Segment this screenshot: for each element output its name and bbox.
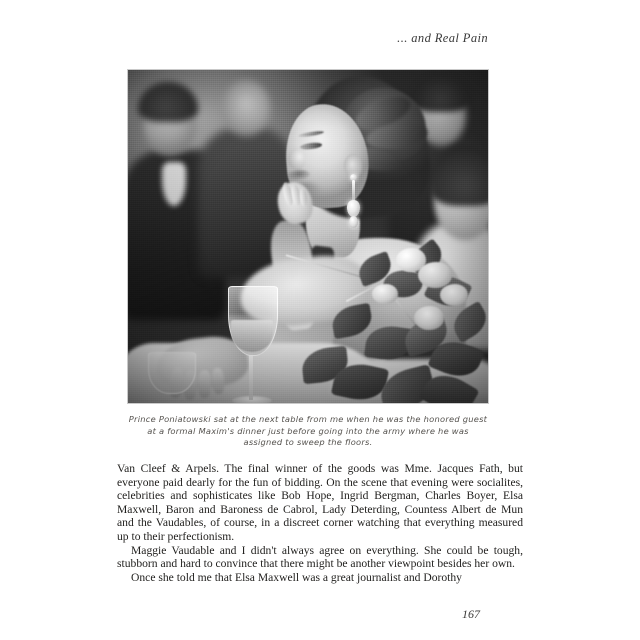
woman-earring-chain [352, 180, 355, 202]
page-number: 167 [462, 607, 480, 621]
body-paragraph: Maggie Vaudable and I didn't always agree on everything. She could be tough, stubborn and hard to convince that there might be another viewpoint besides her own. [117, 543, 523, 571]
second-glass [148, 352, 196, 394]
foreground-hand-finger [198, 370, 211, 398]
wine-glass-stem [249, 352, 253, 400]
photograph-image [128, 70, 488, 403]
photo-caption [128, 414, 488, 449]
woman-nose [288, 148, 304, 170]
foliage-flower [414, 306, 444, 330]
body-paragraph: Van Cleef & Arpels. The final winner of the goods was Mme. Jacques Fath, but everyone paid dearly for the fun of bidding. On the scene that evening were socialites, celebrities and sophisticates like Bob Hope, Ingrid Bergman, Charles Boyer, Elsa Maxwell, Baron and Baroness de Cabrol, Lady Deterding, Countess Albert de Mun and the Vaudables, of course, in a discreet corner watching that everything measured up to their perfectionism. [117, 462, 523, 543]
foliage-flower [440, 284, 468, 306]
caption-line: Prince Poniatowski sat at the next table from me when he was the honored guest [128, 414, 488, 424]
background-guest-middle-head [222, 80, 270, 136]
photograph [128, 70, 488, 403]
woman-earring-tip [349, 216, 358, 228]
caption-line: at a formal Maxim's dinner just before going into the army where he was [147, 425, 469, 436]
body-paragraph: Once she told me that Elsa Maxwell was a great journalist and Dorothy [131, 570, 462, 584]
foliage-flower [372, 284, 398, 304]
running-head: ... and Real Pain [397, 31, 488, 45]
caption-line: assigned to sweep the floors. [243, 437, 373, 448]
body-text-column [117, 462, 523, 584]
foliage-flower [418, 262, 452, 288]
